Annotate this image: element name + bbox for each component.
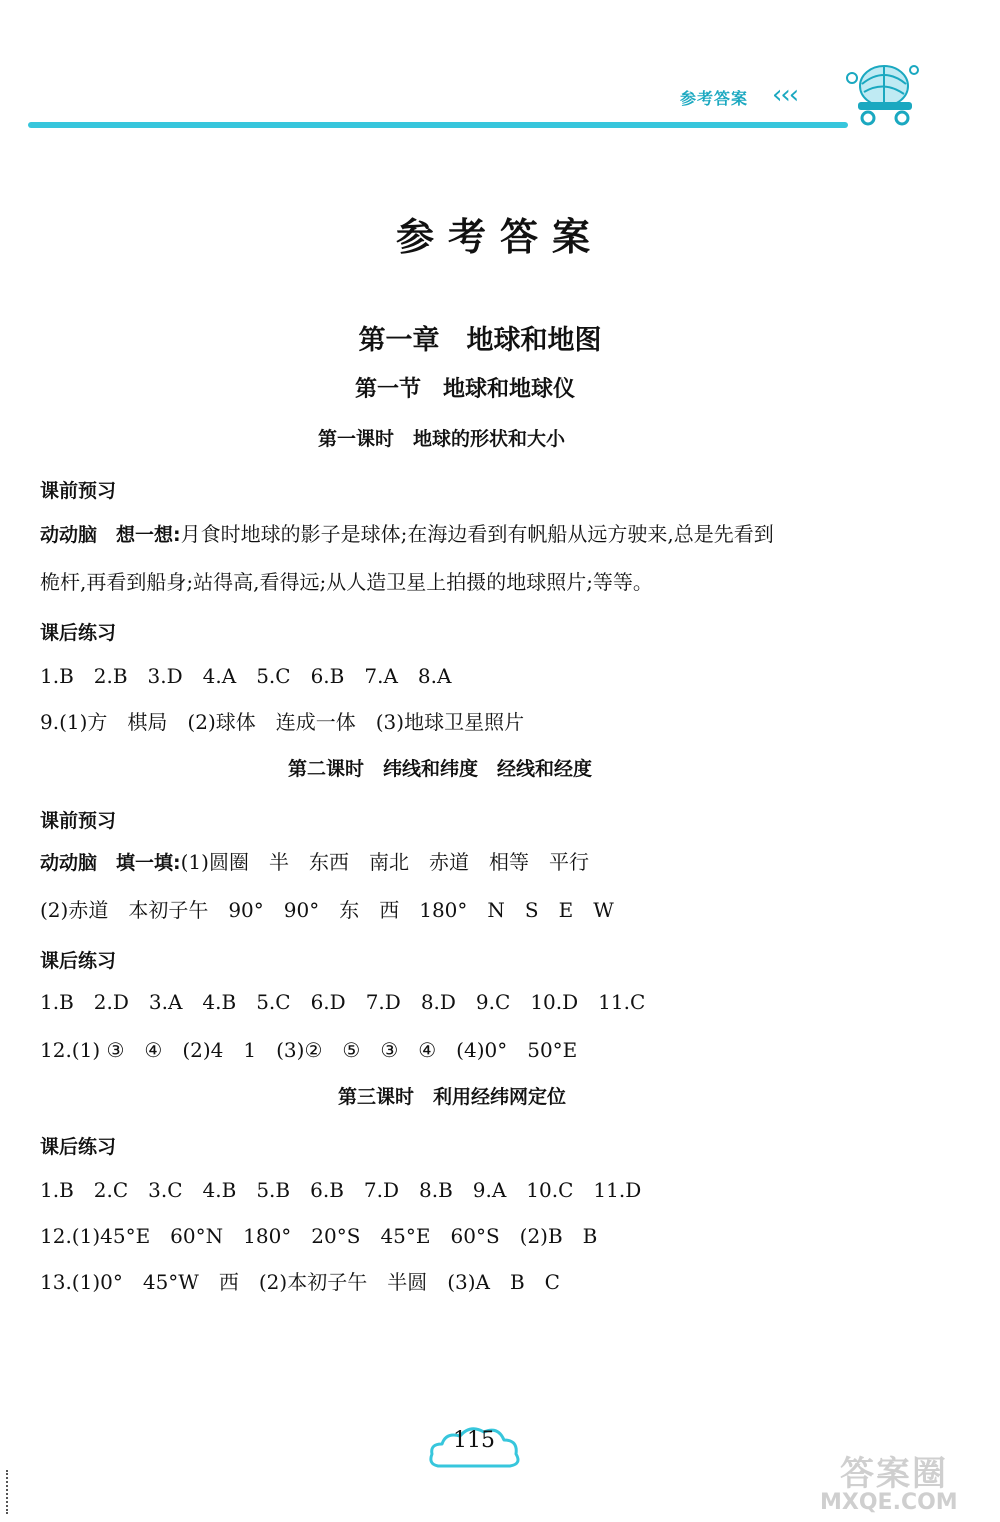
page-title: 参考答案 [395,215,604,259]
lesson-3-practice-line-3: 13.(1)0° 45°W 西 (2)本初子午 半圆 (3)A B C [40,1270,560,1294]
lesson-2-preview-line-1 [40,846,589,875]
lesson-3-title: 第三课时 利用经纬网定位 [338,1086,567,1108]
header-rule [28,122,848,128]
lesson-2-preview-line-2: (2)赤道 本初子午 90° 90° 东 西 180° N S E W [40,898,614,922]
page-number: 115 [453,1428,495,1453]
watermark-top-text: 答案圈 [840,1454,948,1494]
lesson-3-practice-line-2: 12.(1)45°E 60°N 180° 20°S 45°E 60°S (2)B B [40,1224,598,1248]
lesson-1-preview-text-1: 月食时地球的影子是球体;在海边看到有帆船从远方驶来,总是先看到 [180,522,774,546]
watermark [820,1446,990,1516]
lesson-1-practice-line-2: 9.(1)方 棋局 (2)球体 连成一体 (3)地球卫星照片 [40,710,525,734]
lesson-2-practice-line-2: 12.(1) ③ ④ (2)4 1 (3)② ⑤ ③ ④ (4)0° 50°E [40,1038,578,1062]
cartoon-globe-cart-icon [840,56,922,128]
lesson-1-preview-lead: 动动脑 想一想: [40,524,181,546]
lesson-1-preview-line-1 [40,518,774,547]
page-number-cloud [424,1418,524,1478]
binding-edge-dots [6,1470,12,1514]
lesson-2-preview-text-1: (1)圆圈 半 东西 南北 赤道 相等 平行 [180,850,589,874]
header-label: 参考答案 [680,89,749,108]
lesson-2-practice-line-1: 1.B 2.D 3.A 4.B 5.C 6.D 7.D 8.D 9.C 10.D 11.C [40,990,646,1014]
lesson-2-preview-lead: 动动脑 填一填: [40,852,181,874]
header-chevrons: ‹‹‹ [772,80,798,110]
lesson-3-practice-line-1: 1.B 2.C 3.C 4.B 5.B 6.B 7.D 8.B 9.A 10.C 11.D [40,1178,642,1202]
lesson-1-title: 第一课时 地球的形状和大小 [318,428,566,450]
lesson-2-practice-heading: 课后练习 [40,950,117,972]
lesson-1-practice-line-1: 1.B 2.B 3.D 4.A 5.C 6.B 7.A 8.A [40,664,452,688]
lesson-2-title: 第二课时 纬线和纬度 经线和经度 [288,758,593,780]
lesson-1-preview-heading: 课前预习 [40,480,117,502]
lesson-2-preview-heading: 课前预习 [40,810,117,832]
lesson-3-practice-heading: 课后练习 [40,1136,117,1158]
lesson-1-practice-heading: 课后练习 [40,622,117,644]
watermark-bottom-text: MXQE.COM [820,1490,958,1515]
section-heading: 第一节 地球和地球仪 [354,377,575,402]
lesson-1-preview-line-2: 桅杆,再看到船身;站得高,看得远;从人造卫星上拍摄的地球照片;等等。 [40,570,653,594]
chapter-heading: 第一章 地球和地图 [358,325,602,356]
